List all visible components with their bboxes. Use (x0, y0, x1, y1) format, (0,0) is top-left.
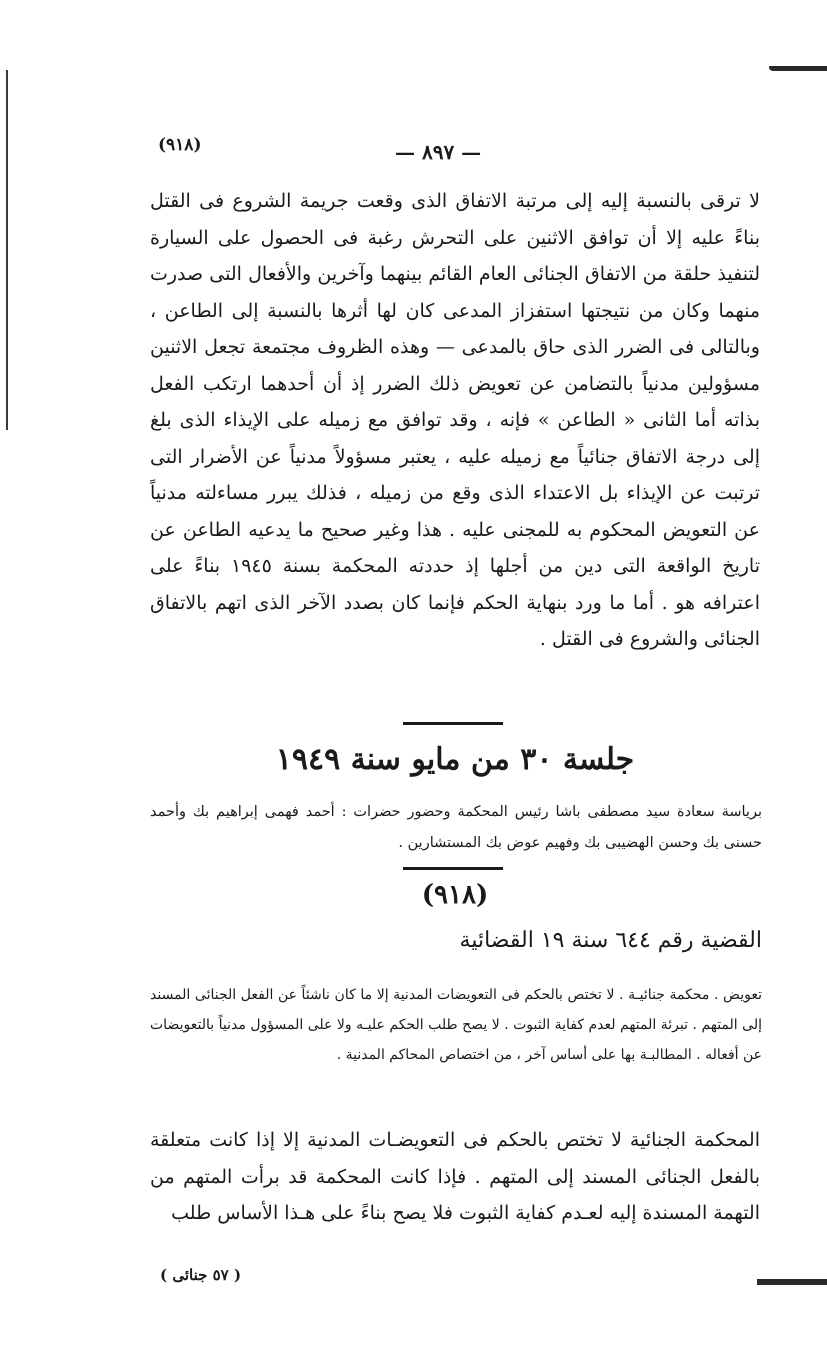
case-title: القضية رقم ٦٤٤ سنة ١٩ القضائية (459, 928, 762, 953)
section-divider-top (403, 722, 503, 725)
presidency-line: برياسة سعادة سيد مصطفى باشا رئيس المحكمة وحضور حضرات : أحمد فهمى إبراهيم بك وأحمد حسنى بك وحسن الهضيبى بك وفهيم عوض بك المستشارين . (150, 804, 762, 851)
scan-edge-right-bottom (757, 1279, 827, 1285)
ruling-text: المحكمة الجنائية لا تختص بالحكم فى التعويضـات المدنية إلا إذا كانت متعلقة بالفعل الجنائى المسند إلى المتهم . فإذا كانت المحكمة قد برأت المتهم من التهمة المسندة إليه لعـدم كفاية الثبوت فلا يصح بناءً على هـذا الأساس طلب (150, 1129, 760, 1224)
footer-signature: ( ٥٧ جنائى ) (160, 1266, 242, 1284)
continuation-paragraph (150, 183, 760, 658)
scan-edge-right-top (769, 66, 827, 71)
section-divider-bottom (403, 867, 503, 870)
header-case-ref: (٩١٨) (158, 135, 202, 155)
ruling-paragraph (150, 1122, 760, 1232)
session-title: جلسة ٣٠ من مايو سنة ١٩٤٩ (275, 742, 635, 777)
case-number: (٩١٨) (421, 880, 489, 910)
scan-edge-left (6, 70, 8, 430)
headnote: تعويض . محكمة جنائيـة . لا تختص بالحكم فى التعويضات المدنية إلا ما كان ناشئاً عن الفعل الجنائى المسند إلى المتهم . تبرئة المتهم لعدم كفاية الثبوت . لا يصح طلب الحكم عليـه ولا على المسؤول مدنياً بالتعويضات عن أفعاله . المطالبـة بها على أساس آخر ، من اختصاص المحاكم المدنية . (150, 987, 762, 1063)
continuation-text: لا ترقى بالنسبة إليه إلى مرتبة الاتفاق الذى وقعت جريمة الشروع فى القتل بناءً عليه إلا أن توافق الاثنين على التحرش رغبة فى الحصول على السيارة لتنفيذ حلقة من الاتفاق الجنائى العام القائم بينهما وآخرين والأفعال التى صدرت منهما وكان من نتيجتها استفزاز المدعى كان لها أثرها بالنسبة إلى الطاعن ، وبالتالى فى الضرر الذى حاق بالمدعى — وهذه الظروف مجتمعة تجعل الاثنين مسؤولين مدنياً بالتضامن عن تعويض ذلك الضرر إذ أن أحدهما ارتكب الفعل بذاته أما الثانى « الطاعن » فإنه ، وقد توافق مع زميله على الإيذاء الذى بلغ إلى درجة الاتفاق جنائياً مع زميله عليه ، يعتبر مسؤولاً مدنياً عن الأضرار التى ترتبت عن الإيذاء بل الاعتداء الذى وقع من زميله ، فذلك يبرر مساءلته مدنياً عن التعويض المحكوم به للمجنى عليه . هذا وغير صحيح ما يدعيه الطاعن عن تاريخ الواقعة التى دين من أجلها إذ حددته المحكمة بسنة ١٩٤٥ بناءً على اعترافه هو . أما ما ورد بنهاية الحكم فإنما كان بصدد الآخر الذى اتهم بالاتفاق الجنائى والشروع فى القتل . (150, 190, 760, 650)
page-number: — ٨٩٧ — (395, 140, 482, 164)
